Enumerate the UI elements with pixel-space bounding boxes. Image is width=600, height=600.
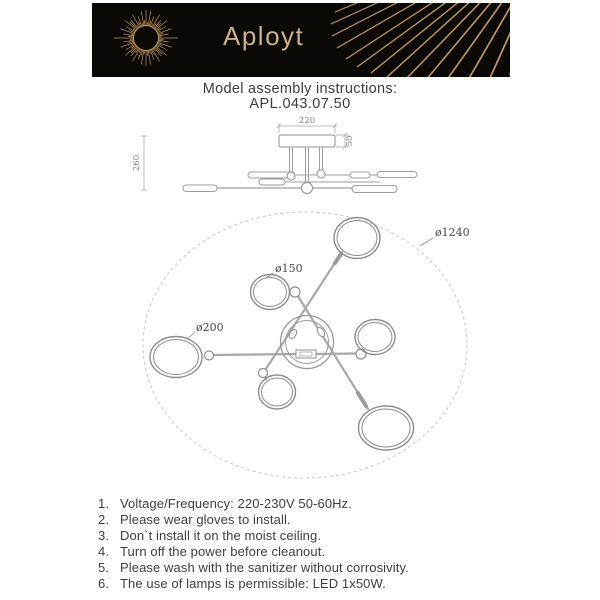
list-item (98, 544, 558, 560)
brand-wordmark: Aployt (223, 21, 305, 51)
item-number: 2. (98, 511, 110, 527)
arm-tube (350, 172, 370, 178)
side-view-diagram (132, 116, 417, 194)
item-number: 1. (98, 496, 110, 511)
canopy (279, 135, 335, 147)
item-text: Don`t install it on the moist ceiling. (120, 527, 322, 543)
label-diameter-200: ø200 (196, 321, 224, 334)
label-diameter-150: ø150 (275, 262, 303, 275)
arm-tube (377, 172, 417, 178)
item-text: Voltage/Frequency: 220-230V 50-60Hz. (120, 496, 352, 511)
ring-top-right (334, 218, 380, 259)
item-number: 3. (98, 527, 110, 543)
ball-joint (287, 172, 295, 180)
ball-joint (317, 170, 325, 178)
ring-bottom-center (259, 375, 296, 409)
item-text: Turn off the power before cleanout. (120, 543, 326, 559)
item-number: 6. (98, 575, 110, 591)
arm-tube (183, 185, 217, 192)
list-item (98, 560, 558, 576)
item-text: Please wash with the sanitizer without corrosivity. (120, 559, 409, 575)
page-title: Model assembly instructions: (202, 81, 398, 97)
list-item (98, 576, 558, 592)
arm-tube (352, 186, 397, 193)
item-text: The use of lamps is permissible: LED 1x50W. (120, 575, 386, 591)
ball-joint (302, 183, 313, 194)
label-diameter-1240: ø1240 (435, 226, 470, 239)
ring-150 (251, 275, 290, 310)
instructions-list (98, 496, 558, 591)
ball-joint (290, 287, 300, 297)
arm-tube (259, 179, 285, 185)
ball-joint (259, 369, 268, 378)
item-text: Please wear gloves to install. (120, 511, 291, 527)
model-number: APL.043.07.50 (249, 96, 351, 112)
dim-label-220: 220 (298, 116, 316, 126)
list-item (98, 496, 558, 512)
rod (306, 147, 309, 186)
top-view-diagram (143, 212, 470, 478)
ring-bottom-right (359, 406, 414, 450)
rod (320, 147, 323, 173)
dim-label-260: 260 (132, 154, 142, 172)
rod (290, 147, 293, 175)
dim-label-50: 50 (345, 135, 355, 147)
ball-joint (205, 351, 214, 360)
ball-joint (356, 349, 366, 359)
ring-200 (150, 337, 202, 378)
list-item (98, 528, 558, 544)
item-number: 4. (98, 543, 110, 559)
item-number: 5. (98, 559, 110, 575)
ring-right-middle (355, 320, 395, 355)
list-item (98, 512, 558, 528)
